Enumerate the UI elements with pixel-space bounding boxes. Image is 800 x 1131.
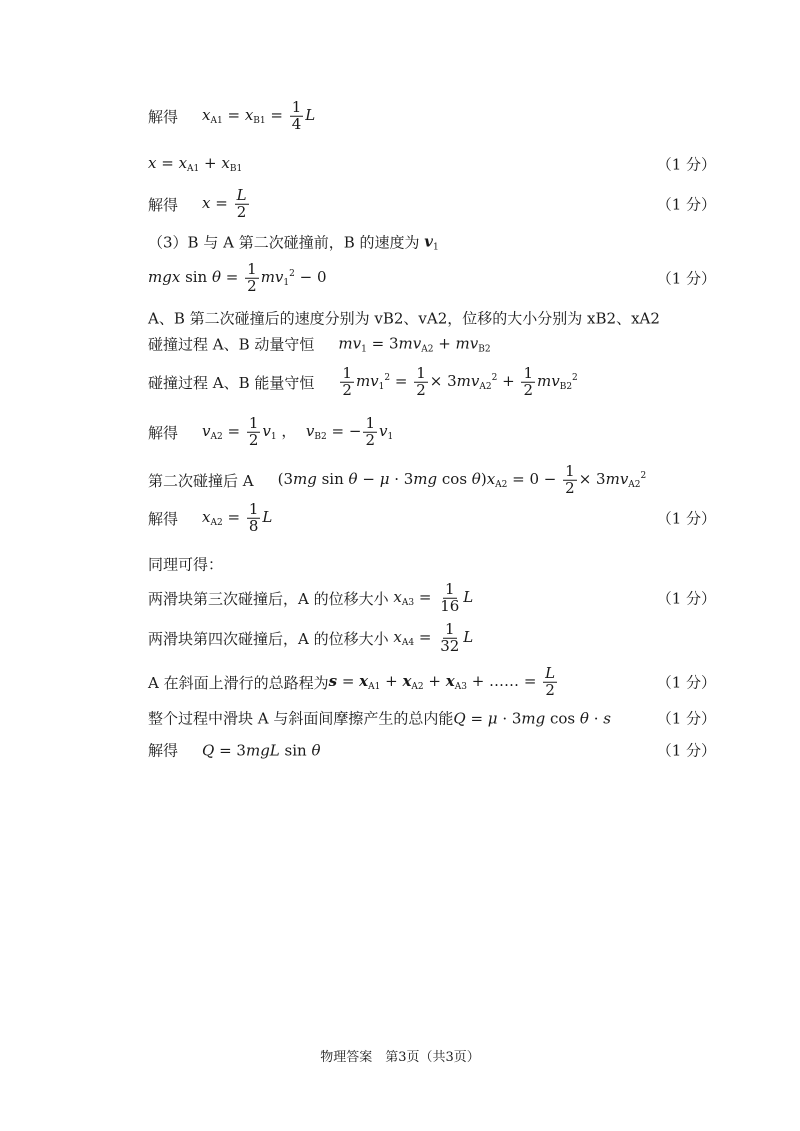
line-13-label: 两滑块第三次碰撞后，A 的位移大小	[148, 589, 389, 608]
equation-5: mgx sin θ = $\frac{1}{2}$ $mv_1^2 - 0$	[148, 259, 327, 295]
score-11: （1 分）	[656, 509, 716, 528]
score-17: （1 分）	[656, 741, 716, 760]
score-16: （1 分）	[656, 709, 716, 728]
line-9-label: 解得	[148, 423, 179, 442]
line-5	[148, 258, 716, 298]
line-11-label: 解得	[148, 509, 179, 528]
equation-16: Q = μ · 3mg cos θ · s	[453, 709, 611, 727]
equation-15: $s = x_{A1} + x_{A2} + x_{A3}$ + …… = $\frac{L}{2}$	[328, 663, 556, 699]
line-17-label: 解得	[148, 741, 179, 760]
line-6-text: A、B 第二次碰撞后的速度分别为 vB2、vA2，位移的大小分别为 xB2、xA2	[148, 309, 660, 328]
equation-8: $\frac{1}{2}$ $mv_1^2$ = $\frac{1}{2}$ × $3mv_{A2}^2$ + $\frac{1}{2}$ $mv_{B2}^2$	[342, 363, 578, 399]
equation-13: $x_{A3}$ = $\frac{1}{16}$ L	[393, 579, 474, 615]
line-7	[148, 324, 716, 364]
line-4	[148, 222, 716, 262]
line-3-label: 解得	[148, 195, 179, 214]
line-12-text: 同理可得：	[148, 555, 224, 574]
equation-11: $x_{A2}$ = $\frac{1}{8}$ L	[202, 499, 273, 535]
line-1-label: 解得	[148, 107, 179, 126]
equation-17: Q = 3mgL sin θ	[202, 741, 321, 759]
line-15	[148, 662, 716, 702]
line-2	[148, 144, 716, 184]
equation-14: $x_{A4}$ = $\frac{1}{32}$ L	[393, 619, 474, 655]
line-17	[148, 730, 716, 770]
line-3	[148, 184, 716, 224]
score-3: （1 分）	[656, 195, 716, 214]
v1-symbol: $v_1$	[424, 232, 439, 252]
score-15: （1 分）	[656, 673, 716, 692]
line-13	[148, 578, 716, 618]
equation-10: (3mg sin θ − μ · 3mg $\cos \theta)x_{A2} = 0$ − $\frac{1}{2}$ × $3mv_{A2}^2$	[277, 461, 647, 497]
equation-7: $mv_1 = 3mv_{A2} + mv_{B2}$	[338, 334, 491, 354]
line-15-label: A 在斜面上滑行的总路程为	[148, 673, 329, 692]
line-14-label: 两滑块第四次碰撞后，A 的位移大小	[148, 629, 389, 648]
line-8	[148, 362, 716, 402]
equation-9: $v_{A2}$ = $\frac{1}{2}$ $v_1$ ， $v_{B2}$ = − $\frac{1}{2}$ $v_1$	[202, 413, 394, 449]
page-footer: 物理答案 第3页（共3页）	[320, 1050, 480, 1065]
score-13: （1 分）	[656, 589, 716, 608]
line-4-text: （3）B 与 A 第二次碰撞前，B 的速度为	[148, 233, 420, 252]
line-14	[148, 618, 716, 658]
score-2: （1 分）	[656, 155, 716, 174]
line-11	[148, 498, 716, 538]
line-7-label: 碰撞过程 A、B 动量守恒	[148, 335, 315, 354]
line-10	[148, 460, 716, 500]
line-10-label: 第二次碰撞后 A	[148, 471, 254, 490]
line-9	[148, 412, 716, 452]
equation-1: $x_{A1} = x_{B1}$ = $\frac{1}{4}$ L	[202, 97, 316, 133]
score-5: （1 分）	[656, 269, 716, 288]
line-8-label: 碰撞过程 A、B 能量守恒	[148, 373, 315, 392]
equation-3: x = $\frac{L}{2}$	[202, 185, 247, 221]
line-16-label: 整个过程中滑块 A 与斜面间摩擦产生的总内能	[148, 709, 454, 728]
equation-2: $x = x_{A1} + x_{B1}$	[148, 154, 243, 174]
line-1	[148, 96, 716, 136]
